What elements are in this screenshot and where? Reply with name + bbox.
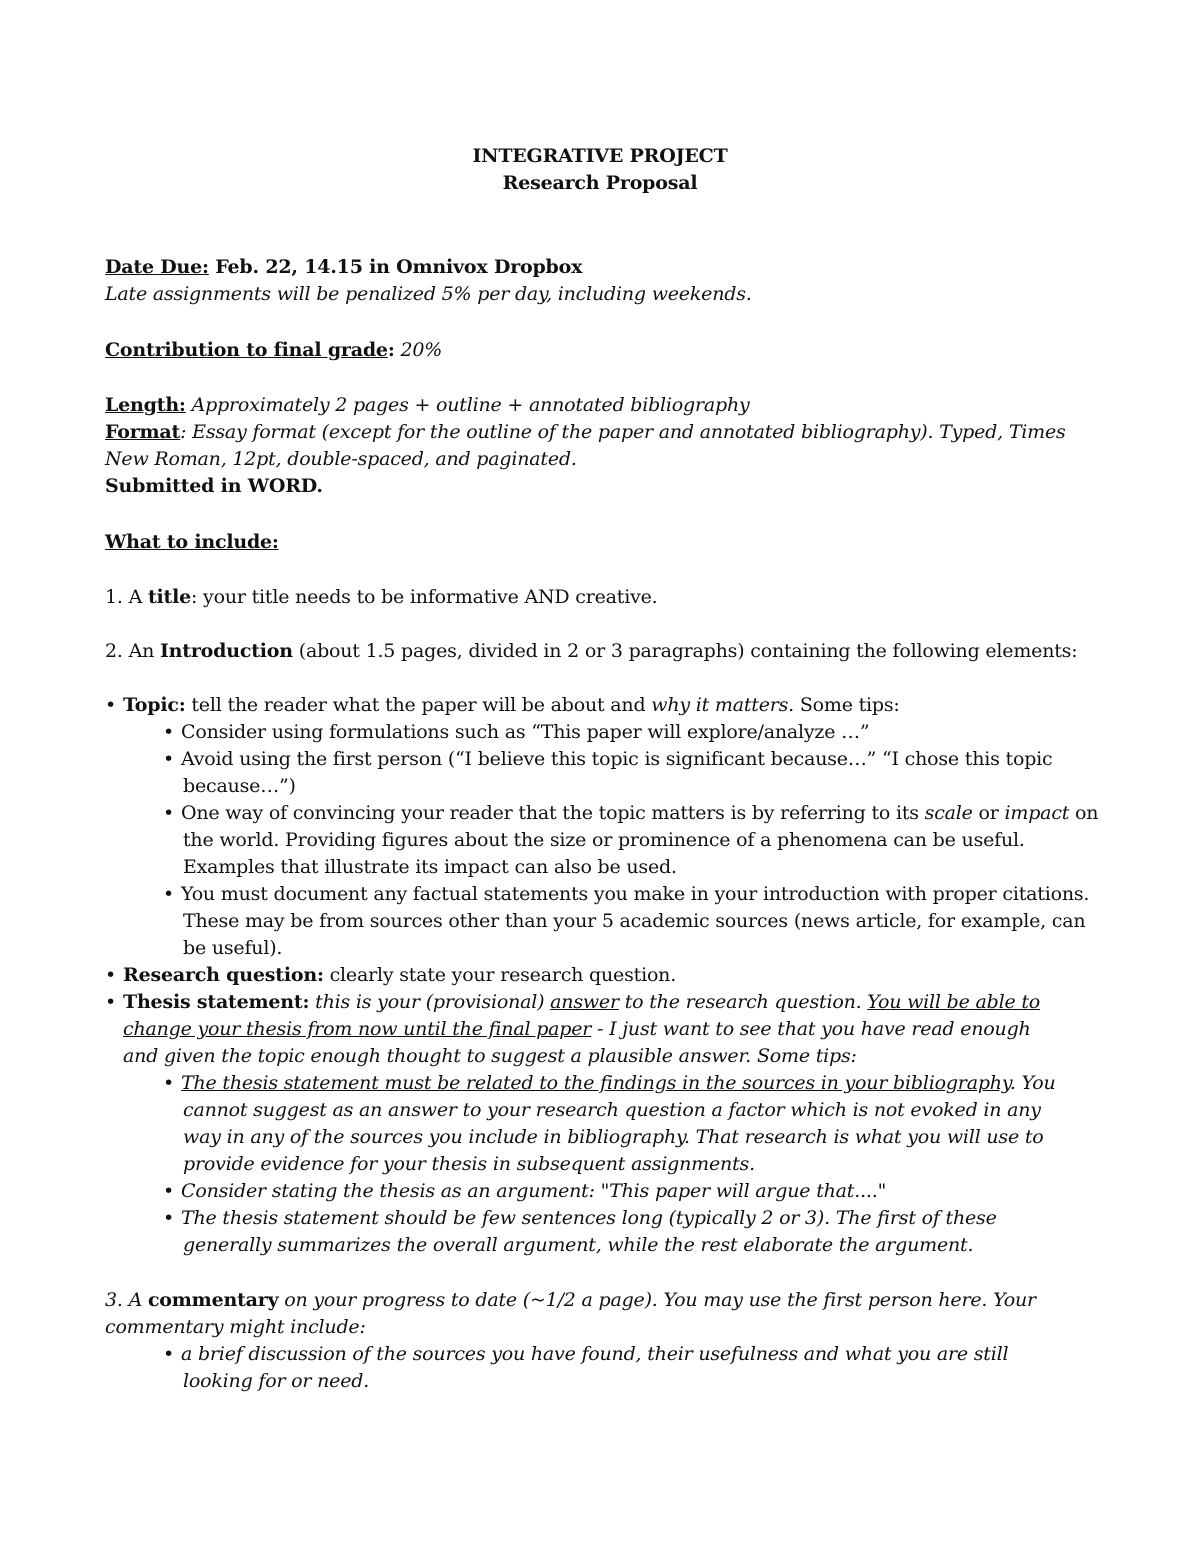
commentary-tip-1-cont: looking for or need. <box>183 1370 370 1392</box>
thesis-bullet <box>105 989 1100 1016</box>
doc-title: INTEGRATIVE PROJECT <box>472 145 728 167</box>
thesis-tip-3 <box>163 1205 1100 1232</box>
item-intro-num: 2. An <box>105 640 160 662</box>
thesis-label: Thesis statement: <box>123 991 310 1013</box>
topic-tip-4-cont: These may be from sources other than your 5 academic sources (news article, for example, can <box>183 910 1086 932</box>
format-line <box>105 419 1100 446</box>
format-value: : Essay format (except for the outline of the paper and annotated bibliography). Typed, Times <box>180 421 1066 443</box>
bullet-mark: • <box>163 1343 175 1365</box>
commentary-bold: commentary <box>147 1289 279 1311</box>
contribution-line <box>105 337 1100 364</box>
thesis-tip-2 <box>163 1178 1100 1205</box>
topic-tip-3-cont: the world. Providing figures about the size or prominence of a phenomena can be useful. <box>183 829 1025 851</box>
topic-bullet <box>105 692 1100 719</box>
item-title-num: 1. A <box>105 586 148 608</box>
thesis-answer: answer <box>550 991 619 1013</box>
topic-tip-1 <box>163 719 1100 746</box>
length-value: Approximately 2 pages + outline + annotated bibliography <box>185 394 750 416</box>
thesis-text: this is your (provisional) <box>309 991 551 1013</box>
thesis-tip-1-cont3: provide evidence for your thesis in subsequent assignments. <box>183 1153 755 1175</box>
thesis-tip-3-cont: generally summarizes the overall argument, while the rest elaborate the argument. <box>183 1234 974 1256</box>
due-label: Date Due: <box>105 256 209 278</box>
bullet-mark: • <box>163 748 175 770</box>
commentary-cont: commentary might include: <box>105 1316 366 1338</box>
tip-text: Consider stating the thesis as an argument: "This paper will argue that...." <box>181 1180 887 1202</box>
bullet-mark: • <box>163 802 175 824</box>
topic-italic: why it matters <box>651 694 789 716</box>
tip-text: Consider using formulations such as “This paper will explore/analyze …” <box>181 721 870 743</box>
contribution-colon: : <box>387 339 395 361</box>
submitted-note: Submitted in WORD. <box>105 475 323 497</box>
doc-subtitle: Research Proposal <box>502 172 698 194</box>
commentary-text: on your progress to date (~1/2 a page). You may use the first person here. Your <box>278 1289 1036 1311</box>
topic-text: tell the reader what the paper will be about and <box>185 694 652 716</box>
item-introduction <box>105 638 1100 665</box>
topic-post: . Some tips: <box>788 694 900 716</box>
commentary-num: 3. A <box>105 1289 148 1311</box>
topic-tip-4-cont2: be useful). <box>183 937 283 959</box>
bullet-mark: • <box>105 694 117 716</box>
item-title <box>105 584 1100 611</box>
tip-text: The thesis statement should be few sentences long (typically 2 or 3). The first of these <box>181 1207 997 1229</box>
thesis-text-3: - I just want to see that you have read enough <box>591 1018 1031 1040</box>
thesis-tip-1-cont: cannot suggest as an answer to your research question a factor which is not evoked in any <box>183 1099 1041 1121</box>
thesis-cont-2: and given the topic enough thought to suggest a plausible answer. Some tips: <box>123 1045 857 1067</box>
late-policy: Late assignments will be penalized 5% per day, including weekends. <box>105 283 752 305</box>
tip-text: . You <box>1009 1072 1056 1094</box>
tip-impact: impact <box>1004 802 1070 824</box>
thesis-underlined-2: change your thesis from now until the final paper <box>123 1018 592 1040</box>
contribution-value: 20% <box>394 339 443 361</box>
length-label: Length: <box>105 394 186 416</box>
item-commentary <box>105 1287 1100 1314</box>
length-line <box>105 392 1100 419</box>
research-question-label: Research question: <box>123 964 324 986</box>
topic-tip-3 <box>163 800 1100 827</box>
tip-scale: scale <box>924 802 973 824</box>
item-intro-bold: Introduction <box>159 640 293 662</box>
tip-underlined: The thesis statement must be related to the findings in the sources in your bibliography <box>181 1072 1010 1094</box>
contribution-label: Contribution to final grade <box>105 339 388 361</box>
tip-or: or <box>972 802 1005 824</box>
thesis-tip-1 <box>163 1070 1100 1097</box>
include-heading: What to include: <box>105 531 279 553</box>
tip-text: Avoid using the first person (“I believe this topic is significant because…” “I chose this topic <box>181 748 1053 770</box>
thesis-tip-1-cont2: way in any of the sources you include in bibliography. That research is what you will use to <box>183 1126 1044 1148</box>
bullet-mark: • <box>163 1180 175 1202</box>
bullet-mark: • <box>163 1072 175 1094</box>
due-value: Feb. 22, 14.15 in Omnivox Dropbox <box>208 256 583 278</box>
tip-text: a brief discussion of the sources you have found, their usefulness and what you are still <box>181 1343 1009 1365</box>
bullet-mark: • <box>163 883 175 905</box>
research-question-bullet <box>105 962 1100 989</box>
item-title-bold: title <box>147 586 192 608</box>
due-date-line <box>105 254 1100 281</box>
thesis-cont-1 <box>123 1016 1100 1043</box>
tip-text: One way of convincing your reader that the topic matters is by referring to its <box>181 802 925 824</box>
topic-tip-4 <box>163 881 1100 908</box>
tip-on: on <box>1069 802 1099 824</box>
bullet-mark: • <box>163 1207 175 1229</box>
topic-label: Topic: <box>123 694 186 716</box>
thesis-underlined: You will be able to <box>867 991 1041 1013</box>
thesis-text-2: to the research question. <box>618 991 868 1013</box>
topic-tip-3-cont2: Examples that illustrate its impact can also be used. <box>183 856 677 878</box>
item-intro-rest: (about 1.5 pages, divided in 2 or 3 paragraphs) containing the following elements: <box>292 640 1078 662</box>
commentary-tip-1 <box>163 1341 1100 1368</box>
format-label: Format <box>105 421 181 443</box>
format-value-cont: New Roman, 12pt, double-spaced, and paginated. <box>105 448 577 470</box>
bullet-mark: • <box>105 964 117 986</box>
topic-tip-2-cont: because…”) <box>183 775 296 797</box>
topic-tip-2 <box>163 746 1100 773</box>
bullet-mark: • <box>105 991 117 1013</box>
research-question-text: clearly state your research question. <box>323 964 677 986</box>
tip-text: You must document any factual statements you make in your introduction with proper citations. <box>181 883 1090 905</box>
item-title-rest: : your title needs to be informative AND creative. <box>191 586 658 608</box>
bullet-mark: • <box>163 721 175 743</box>
